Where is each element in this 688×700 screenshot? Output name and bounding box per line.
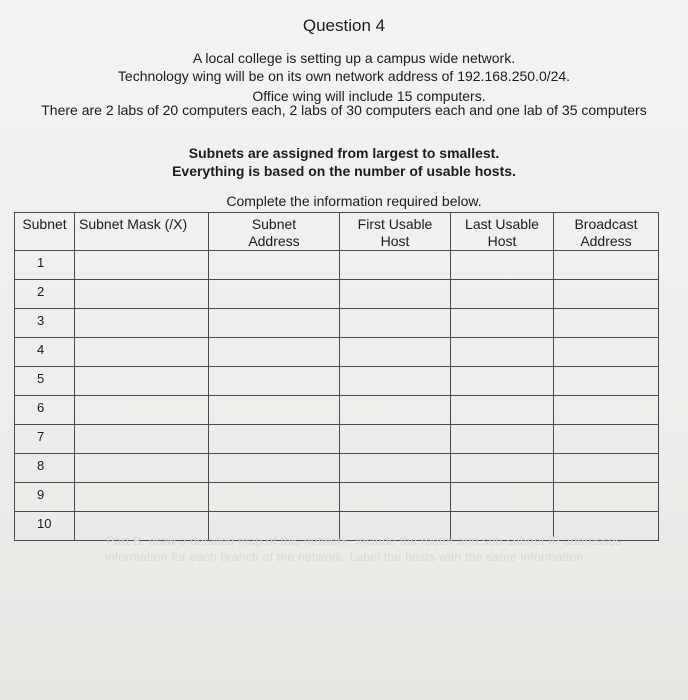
cell-last-usable-host[interactable] (451, 309, 554, 338)
cell-first-usable-host[interactable] (340, 425, 451, 454)
cell-last-usable-host[interactable] (451, 483, 554, 512)
row-number: 4 (15, 338, 75, 367)
header-subnet-label: Subnet (22, 216, 67, 232)
header-subnet-address (209, 213, 340, 251)
cell-subnet-address[interactable] (209, 251, 340, 280)
header-subnet-address-label-2: Address (248, 233, 300, 249)
cell-subnet-address[interactable] (209, 309, 340, 338)
cell-subnet-address[interactable] (209, 338, 340, 367)
header-broadcast-address (554, 213, 659, 251)
cell-subnet-mask[interactable] (75, 454, 209, 483)
bleed-through-text-2: information for each branch of the network. Label the hosts with the same information (104, 550, 584, 564)
table-header-row (15, 213, 659, 251)
cell-broadcast-address[interactable] (554, 425, 659, 454)
question-line-1: A local college is setting up a campus wide network. (192, 50, 516, 66)
cell-last-usable-host[interactable] (451, 338, 554, 367)
cell-broadcast-address[interactable] (554, 280, 659, 309)
header-first-usable-host (340, 213, 451, 251)
cell-last-usable-host[interactable] (451, 425, 554, 454)
header-subnet-address-label-1: Subnet (251, 216, 297, 232)
cell-last-usable-host[interactable] (451, 280, 554, 309)
cell-broadcast-address[interactable] (554, 396, 659, 425)
cell-first-usable-host[interactable] (340, 309, 451, 338)
cell-subnet-mask[interactable] (75, 338, 209, 367)
cell-first-usable-host[interactable] (340, 338, 451, 367)
table-body (15, 251, 659, 541)
cell-subnet-address[interactable] (209, 425, 340, 454)
header-last-usable-label-1: Last Usable (465, 216, 539, 232)
header-broadcast-label-1: Broadcast (574, 216, 638, 232)
table-row (15, 338, 659, 367)
header-last-usable-label-2: Host (487, 233, 517, 249)
cell-last-usable-host[interactable] (451, 251, 554, 280)
row-number: 8 (15, 454, 75, 483)
row-number: 3 (15, 309, 75, 338)
cell-subnet-address[interactable] (209, 280, 340, 309)
table-row (15, 309, 659, 338)
instruction-text: Complete the information required below. (226, 193, 482, 209)
rule-line-2: Everything is based on the number of usable hosts. (172, 163, 516, 179)
question-title: Question 4 (302, 16, 386, 35)
bleed-through-text-1: Part B: draw a detailed map of this network. Include the router and sub-subnet IP addresses (106, 534, 622, 548)
cell-subnet-mask[interactable] (75, 483, 209, 512)
cell-subnet-address[interactable] (209, 454, 340, 483)
header-last-usable-host (451, 213, 554, 251)
cell-subnet-mask[interactable] (75, 309, 209, 338)
cell-broadcast-address[interactable] (554, 251, 659, 280)
cell-first-usable-host[interactable] (340, 251, 451, 280)
subnet-table (14, 212, 659, 541)
table-row (15, 280, 659, 309)
cell-subnet-address[interactable] (209, 396, 340, 425)
cell-broadcast-address[interactable] (554, 483, 659, 512)
cell-subnet-mask[interactable] (75, 425, 209, 454)
table-row (15, 483, 659, 512)
cell-first-usable-host[interactable] (340, 280, 451, 309)
question-line-2: Technology wing will be on its own network address of 192.168.250.0/24. (117, 68, 571, 84)
cell-subnet-mask[interactable] (75, 280, 209, 309)
row-number: 9 (15, 483, 75, 512)
cell-subnet-mask[interactable] (75, 251, 209, 280)
cell-subnet-address[interactable] (209, 367, 340, 396)
table-row (15, 396, 659, 425)
table-row (15, 454, 659, 483)
cell-subnet-address[interactable] (209, 483, 340, 512)
cell-subnet-mask[interactable] (75, 396, 209, 425)
table-row (15, 425, 659, 454)
row-number: 2 (15, 280, 75, 309)
cell-broadcast-address[interactable] (554, 309, 659, 338)
table-row (15, 367, 659, 396)
header-subnet-mask-label: Subnet Mask (/X) (79, 216, 188, 232)
row-number: 6 (15, 396, 75, 425)
cell-first-usable-host[interactable] (340, 483, 451, 512)
table-row (15, 251, 659, 280)
row-number: 5 (15, 367, 75, 396)
rule-line-1: Subnets are assigned from largest to smallest. (188, 145, 500, 161)
cell-last-usable-host[interactable] (451, 454, 554, 483)
row-number: 1 (15, 251, 75, 280)
cell-broadcast-address[interactable] (554, 338, 659, 367)
cell-broadcast-address[interactable] (554, 367, 659, 396)
cell-last-usable-host[interactable] (451, 367, 554, 396)
cell-broadcast-address[interactable] (554, 454, 659, 483)
cell-last-usable-host[interactable] (451, 396, 554, 425)
header-broadcast-label-2: Address (580, 233, 632, 249)
cell-first-usable-host[interactable] (340, 454, 451, 483)
cell-subnet-mask[interactable] (75, 367, 209, 396)
header-subnet (15, 213, 75, 251)
row-number: 7 (15, 425, 75, 454)
cell-first-usable-host[interactable] (340, 396, 451, 425)
question-line-3: Office wing will include 15 computers. (252, 88, 486, 104)
row-number: 10 (15, 512, 75, 541)
header-subnet-mask (75, 213, 209, 251)
header-first-usable-label-2: Host (380, 233, 410, 249)
question-line-4: There are 2 labs of 20 computers each, 2 labs of 30 computers each and one lab of 35 computers (41, 102, 647, 118)
header-first-usable-label-1: First Usable (357, 216, 433, 232)
cell-first-usable-host[interactable] (340, 367, 451, 396)
